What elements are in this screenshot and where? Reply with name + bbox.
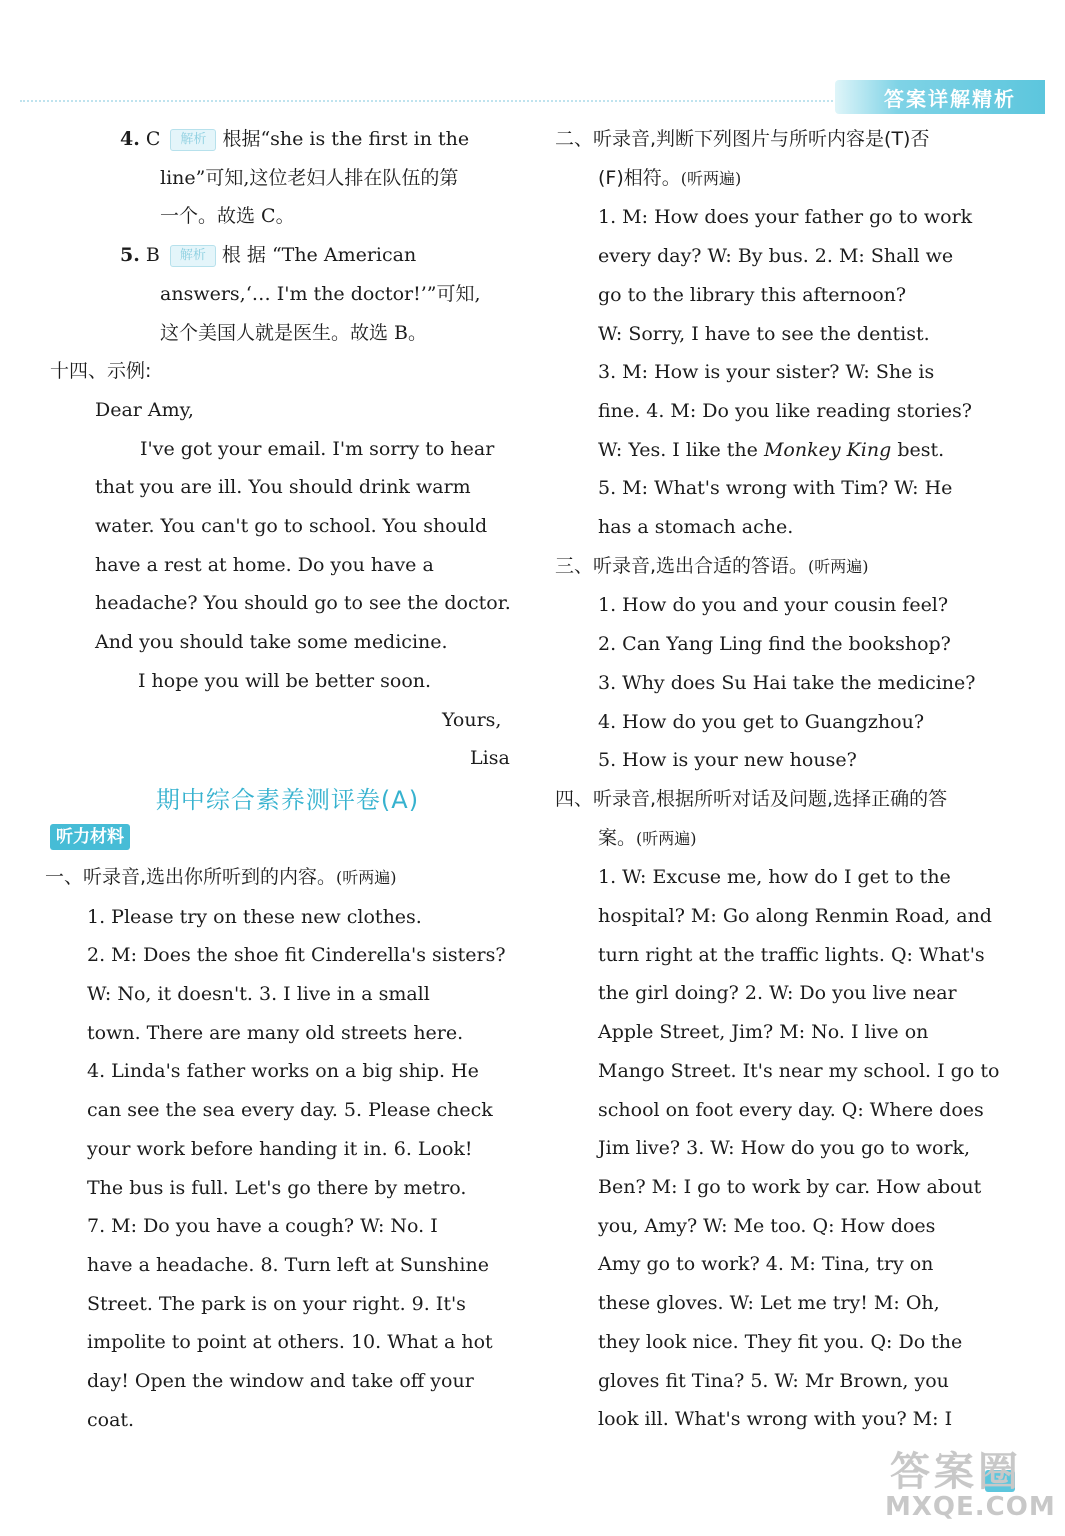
transcript-line: 1. M: How does your father go to work <box>598 206 973 229</box>
question-line: 3. Why does Su Hai take the medicine? <box>598 671 976 694</box>
transcript-line: look ill. What's wrong with you? M: I <box>598 1408 953 1431</box>
letter-line: water. You can't go to school. You should <box>95 515 488 538</box>
transcript-line: 4. Linda's father works on a big ship. He <box>87 1060 479 1083</box>
transcript-line: Mango Street. It's near my school. I go to <box>598 1059 1000 1082</box>
transcript-line: gloves fit Tina? 5. W: Mr Brown, you <box>598 1369 949 1392</box>
letter-closing: I hope you will be better soon. <box>138 669 432 692</box>
transcript-line: Apple Street, Jim? M: No. I live on <box>598 1021 929 1044</box>
letter-line: I've got your email. I'm sorry to hear <box>140 437 495 460</box>
transcript-line: they look nice. They fit you. Q: Do the <box>598 1330 963 1353</box>
listening-label-row <box>50 822 525 858</box>
section-2-title: 二、听录音,判断下列图片与所听内容是(T)否 <box>555 128 930 150</box>
exam-title: 期中综合素养测评卷(A) <box>155 785 420 814</box>
book-title: Monkey King <box>763 438 892 461</box>
watermark-url: MXQE.COM <box>885 1492 1056 1522</box>
q5-line2: answers,‘… I'm the doctor!’”可知, <box>160 282 481 305</box>
header-rule <box>20 100 840 102</box>
transcript-line: W: Sorry, I have to see the dentist. <box>598 322 930 345</box>
transcript-line: The bus is full. Let's go there by metro. <box>87 1176 467 1199</box>
transcript-line: every day? W: By bus. 2. M: Shall we <box>598 245 954 268</box>
transcript-line: 2. M: Does the shoe fit Cinderella's sisters? <box>87 944 506 967</box>
transcript-line: W: Yes. I like the Monkey King best. <box>598 438 945 461</box>
letter-line: And you should take some medicine. <box>95 631 448 654</box>
right-column <box>555 120 1033 1439</box>
transcript-line: these gloves. W: Let me try! M: Oh, <box>598 1292 940 1315</box>
transcript-line: 7. M: Do you have a cough? W: No. I <box>87 1215 438 1238</box>
q5-line1: 5. B 解析 根 据 “The American <box>120 244 417 267</box>
transcript-line: Amy go to work? 4. M: Tina, try on <box>598 1253 934 1276</box>
section-4-title: 四、听录音,根据所听对话及问题,选择正确的答 <box>555 787 948 810</box>
transcript-line: fine. 4. M: Do you like reading stories? <box>598 399 972 422</box>
transcript-line: Ben? M: I go to work by car. How about <box>598 1175 982 1198</box>
transcript-line: impolite to point at others. 10. What a hot <box>87 1331 493 1354</box>
analysis-tag: 解析 <box>170 245 216 267</box>
transcript-line: hospital? M: Go along Renmin Road, and <box>598 905 992 928</box>
transcript-line: can see the sea every day. 5. Please check <box>87 1099 493 1122</box>
section-14-title: 十四、示例: <box>50 360 152 383</box>
transcript-line: Street. The park is on your right. 9. It's <box>87 1292 466 1315</box>
transcript-line: go to the library this afternoon? <box>598 283 907 306</box>
question-line: 1. How do you and your cousin feel? <box>598 594 949 617</box>
analysis-tag: 解析 <box>170 129 216 151</box>
q4-line2: line”可知,这位老妇人排在队伍的第 <box>160 166 459 189</box>
left-column <box>45 120 525 1440</box>
letter-line: have a rest at home. Do you have a <box>95 553 434 576</box>
transcript-line: your work before handing it in. 6. Look! <box>87 1137 473 1160</box>
transcript-line: have a headache. 8. Turn left at Sunshine <box>87 1253 489 1276</box>
letter-line: headache? You should go to see the doctor. <box>95 592 511 615</box>
question-line: 5. How is your new house? <box>598 749 857 772</box>
section-3-title: 三、听录音,选出合适的答语。(听两遍) <box>555 554 869 577</box>
letter-signature: Lisa <box>470 747 510 770</box>
transcript-line: 1. Please try on these new clothes. <box>87 905 422 928</box>
q5-line3: 这个美国人就是医生。故选 B。 <box>160 321 428 344</box>
letter-line: that you are ill. You should drink warm <box>95 476 471 499</box>
site-watermark <box>870 1440 1055 1530</box>
transcript-line: day! Open the window and take off your <box>87 1370 474 1393</box>
question-line: 4. How do you get to Guangzhou? <box>598 710 925 733</box>
transcript-line: 3. M: How is your sister? W: She is <box>598 361 935 384</box>
transcript-line: turn right at the traffic lights. Q: What's <box>598 943 985 966</box>
watermark-logo-text: 答案圈 <box>890 1449 1022 1495</box>
section-4-title-cont: 案。(听两遍) <box>598 826 697 849</box>
section-1-title: 一、听录音,选出你所听到的内容。(听两遍) <box>45 865 397 888</box>
transcript-line: Jim live? 3. W: How do you go to work, <box>598 1137 971 1160</box>
q4-line3: 一个。故选 C。 <box>160 205 295 228</box>
transcript-line: has a stomach ache. <box>598 516 794 539</box>
transcript-line: school on foot every day. Q: Where does <box>598 1098 984 1121</box>
answer-banner: 答案详解精析 <box>835 80 1045 114</box>
transcript-line: you, Amy? W: Me too. Q: How does <box>598 1214 936 1237</box>
transcript-line: the girl doing? 2. W: Do you live near <box>598 982 957 1005</box>
q4-line1: 4. C 解析 根据“she is the first in the <box>120 128 470 150</box>
transcript-line: town. There are many old streets here. <box>87 1021 464 1044</box>
question-line: 2. Can Yang Ling find the bookshop? <box>598 633 951 656</box>
transcript-line: 5. M: What's wrong with Tim? W: He <box>598 477 953 500</box>
letter-greeting: Dear Amy, <box>95 398 194 421</box>
listening-material-label: 听力材料 <box>50 824 130 850</box>
transcript-line: 1. W: Excuse me, how do I get to the <box>598 866 951 889</box>
section-2-title-cont: (F)相符。(听两遍) <box>598 166 742 189</box>
letter-signoff: Yours, <box>442 708 502 731</box>
transcript-line: coat. <box>87 1408 135 1431</box>
transcript-line: W: No, it doesn't. 3. I live in a small <box>87 983 430 1006</box>
